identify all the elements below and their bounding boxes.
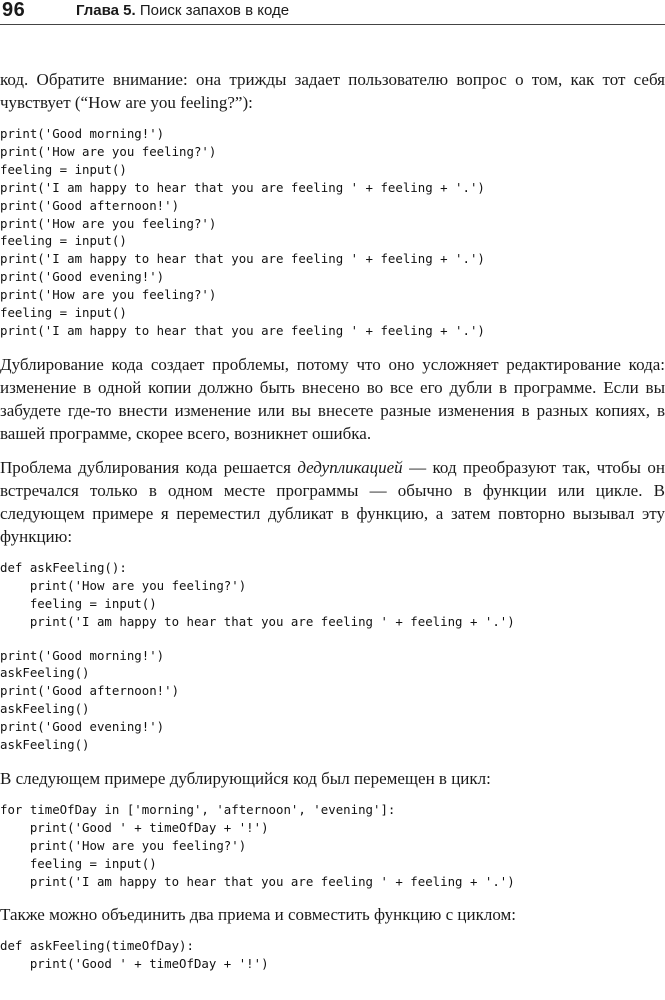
code-block-function-calls: print('Good morning!') askFeeling() print('Good afternoon!') askFeeling() print('Good evening!') askFeeling(): [0, 647, 180, 753]
dedup-term: дедупликацией: [297, 457, 403, 477]
code-block-loop: for timeOfDay in ['morning', 'afternoon', 'evening']: print('Good ' + timeOfDay + '!') print('How are you feeling?') feeling = input() print('I am happy to hear that you are feeling ' + feeling + '.'): [0, 801, 515, 889]
dedup-text-after: — код преобразуют так, чтобы он встречался только в одном месте программы — обычно в функции или цикле. В следующем примере я переместил дубликат в функцию, а затем повторно вызывал эту функцию:: [0, 457, 665, 546]
page-number: 96: [2, 0, 26, 21]
dedup-text-before: Проблема дублирования кода решается: [0, 457, 298, 477]
code-block-duplicated: print('Good morning!') print('How are you feeling?') feeling = input() print('I am happy to hear that you are feeling ' + feeling + '.') print('Good afternoon!') print('How are you feeling?') feeling = input() print('I am happy to hear that you are feeling ' + feeling + '.') print('Good evening!') print('How are you feeling?') feeling = input() print('I am happy to hear that you are feeling ' + feeling + '.'): [0, 126, 485, 338]
paragraph-loop-intro: В следующем примере дублирующийся код был перемещен в цикл:: [0, 768, 491, 788]
code-block-function-def: def askFeeling(): print('How are you feeling?') feeling = input() print('I am happy to hear that you are feeling ' + feeling + '.'): [0, 559, 515, 629]
chapter-heading: [76, 2, 289, 19]
page-body: [0, 68, 665, 986]
code-blank-line: [0, 631, 665, 647]
paragraph-intro: код. Обратите внимание: она трижды задает пользователю вопрос о том, как тот себя чувствует (“How are you feeling?”):: [0, 70, 665, 112]
running-header: [0, 0, 665, 25]
paragraph-deduplication: [0, 456, 665, 548]
chapter-title: Поиск запахов в коде: [139, 2, 290, 19]
chapter-label: Глава 5.: [76, 2, 136, 19]
paragraph-combine-intro: Также можно объединить два приема и совместить функцию с циклом:: [0, 905, 516, 925]
paragraph-duplication-problem: Дублирование кода создает проблемы, потому что оно усложняет редактирование кода: изменение в одной копии должно быть внесено во все его дубли в программе. Если вы забудете где-то внести изменение или вы внесете разные изменения в разных копиях, в вашей программе, скорее всего, возникнет ошибка.: [0, 354, 665, 443]
code-block-combined: def askFeeling(timeOfDay): print('Good ' + timeOfDay + '!'): [0, 938, 269, 972]
